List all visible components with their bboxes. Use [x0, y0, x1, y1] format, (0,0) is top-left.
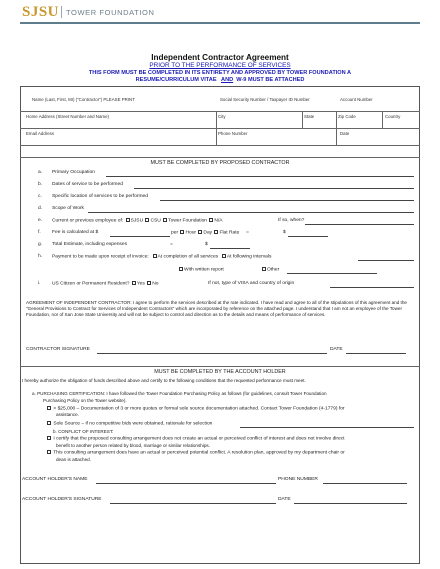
checkbox-hour[interactable] — [180, 230, 184, 234]
service-location-field[interactable] — [160, 200, 414, 201]
checkbox-tower-foundation[interactable] — [163, 218, 167, 222]
intervals-field[interactable] — [358, 260, 414, 261]
account-phone-field[interactable] — [323, 483, 407, 484]
fee-per-row — [171, 230, 249, 236]
item-letter: d. — [38, 206, 43, 211]
agreement-paragraph: AGREEMENT OF INDEPENDENT CONTRACTOR: I agree to perform the services described at the rate indicated. I have read and agree to all of the stipulations of this agreement and the "General Provisions to Contract for Services of Independent Contractors" which are incorporated by reference on the attached page. I understand that I am not an employee of the Tower Foundation, nor of San Jose State University and will not be subject to control and direction as to the details and means of performance of services. — [26, 300, 407, 317]
no-conflict-text-cont: benefit to another person related by blood, marriage or similar relationships. — [56, 443, 210, 448]
fee-label: Fee is calculated at $ — [52, 230, 99, 235]
account-holder-name-label: ACCOUNT HOLDER'S NAME — [22, 477, 88, 482]
item-letter: b. — [38, 182, 43, 187]
employee-of-label: Current or previous employee of: — [52, 218, 124, 224]
grid-line — [20, 366, 420, 367]
checkbox-na[interactable] — [209, 218, 213, 222]
scope-of-work-field[interactable] — [88, 212, 414, 213]
sole-source-rationale-field[interactable] — [240, 427, 414, 428]
primary-occupation-label: Primary Occupation — [52, 170, 95, 175]
scope-of-work-label: Scope of Work — [52, 206, 84, 211]
zip-label: Zip Code — [338, 114, 356, 119]
has-conflict-row — [46, 450, 345, 456]
no-conflict-row — [46, 436, 345, 442]
other-row — [261, 267, 279, 273]
option-label: At completion of all services — [157, 254, 219, 260]
item-letter: c. — [38, 194, 42, 199]
item-letter: i. — [38, 281, 41, 286]
notice-line-1: THIS FORM MUST BE COMPLETED IN ITS ENTIRETY AND APPROVED BY TOWER FOUNDATION A — [88, 70, 352, 76]
option-25000-text: > $25,000 – Documentation of 3 or more quotes or formal sole source documentation attached. Contact Tower Foundation (4-1779) for — [53, 406, 345, 412]
item-letter: e. — [38, 218, 43, 223]
option-label: Day — [203, 230, 213, 236]
item-letter: a. — [38, 170, 43, 175]
option-label: With written report — [184, 267, 224, 273]
sole-source-text: Sole Source – if no competitive bids were obtained, rationale for selection — [53, 421, 213, 427]
phone-label: Phone Number — [218, 131, 248, 136]
if-so-when-label: If so, when? — [278, 218, 305, 223]
date-label: Date — [340, 131, 350, 136]
option-label: Yes — [136, 281, 145, 287]
checkbox-no[interactable] — [147, 281, 151, 285]
citizen-label: US Citizen or Permanent Resident? — [52, 281, 130, 287]
total-estimate-field[interactable] — [210, 248, 250, 249]
header-rule — [20, 22, 420, 24]
notice-and: AND — [221, 77, 234, 83]
checkbox-sole-source[interactable] — [47, 421, 51, 425]
item-letter: h. — [38, 254, 43, 259]
sjsu-logo: SJSU — [22, 4, 60, 20]
primary-occupation-field[interactable] — [106, 176, 414, 177]
grid-line — [20, 145, 420, 146]
equals-sign: = — [246, 230, 249, 236]
account-section-heading: MUST BE COMPLETED BY THE ACCOUNT HOLDER — [154, 369, 286, 375]
form-title: Independent Contractor Agreement — [151, 53, 289, 62]
option-label: CSU — [150, 218, 161, 224]
fee-dollar-sign: $ — [283, 230, 286, 235]
purchasing-certification-title: a. PURCHASING CERTIFICATION: I have followed the Tower Foundation Purchasing Policy as follows (for guidelines, consult Tower Foundation — [32, 391, 327, 396]
city-label: City — [218, 114, 226, 119]
ssn-label: Social Security Number / Taxpayer ID Number — [220, 97, 310, 102]
visa-field[interactable] — [330, 287, 414, 288]
account-date-label: DATE — [278, 497, 291, 502]
payment-row — [52, 254, 271, 260]
option-label: N/A — [214, 218, 223, 224]
total-estimate-label: Total Estimate, including expenses — [52, 242, 128, 247]
service-dates-label: Dates of service to be performed — [52, 182, 123, 187]
service-dates-field[interactable] — [134, 188, 414, 189]
checkbox-at-completion[interactable] — [153, 254, 157, 258]
account-holder-signature-label: ACCOUNT HOLDER'S SIGNATURE — [22, 497, 102, 502]
option-label: SJSU — [130, 218, 144, 224]
checkbox-yes[interactable] — [132, 281, 136, 285]
service-location-label: Specific location of services to be performed — [52, 194, 148, 199]
account-phone-label: PHONE NUMBER — [278, 477, 318, 482]
option-label: Other — [267, 267, 280, 273]
checkbox-day[interactable] — [198, 230, 202, 234]
country-label: Country — [385, 114, 401, 119]
name-label: Name (Last, First, MI) ("Contractor") PLEASE PRINT — [32, 97, 135, 102]
no-conflict-text: I certify that the proposed consulting arrangement does not create an actual or perceived conflict of interest and does not involve direct — [53, 436, 345, 442]
account-holder-signature-field[interactable] — [110, 503, 276, 504]
checkbox-other[interactable] — [262, 267, 266, 271]
checkbox-has-conflict[interactable] — [47, 450, 51, 454]
contractor-signature-field[interactable] — [97, 353, 327, 354]
option-label: No — [152, 281, 159, 287]
notice-w9: W-9 MUST BE ATTACHED — [236, 77, 305, 83]
has-conflict-text-cont: dean is attached. — [56, 457, 91, 462]
account-holder-name-field[interactable] — [96, 483, 276, 484]
contractor-date-label: DATE — [330, 347, 343, 352]
option-label: Flat Rate — [219, 230, 240, 236]
state-label: State — [304, 114, 315, 119]
checkbox-written-report[interactable] — [179, 267, 183, 271]
option-label: Hour — [185, 230, 197, 236]
grid-line — [20, 157, 420, 158]
fee-amount-field[interactable] — [110, 236, 170, 237]
fee-total-field[interactable] — [288, 236, 328, 237]
option-25000-row — [46, 406, 345, 412]
equals-sign: = — [170, 242, 173, 247]
notice-line-2 — [0, 77, 440, 83]
grid-line — [302, 111, 303, 128]
account-date-field[interactable] — [294, 503, 407, 504]
item-letter: g. — [38, 242, 43, 247]
option-label: Tower Foundation — [168, 218, 208, 224]
per-label: per — [171, 230, 179, 236]
sole-source-row — [46, 421, 212, 427]
checkbox-intervals[interactable] — [222, 254, 226, 258]
grid-line — [20, 111, 420, 112]
conflict-of-interest-title: b. CONFLICT OF INTEREST: — [53, 429, 114, 434]
contractor-signature-label: CONTRACTOR SIGNATURE — [26, 347, 90, 352]
visa-label: If not, type of VISA and country of origin — [208, 281, 295, 286]
employee-of-row — [52, 218, 223, 224]
checkbox-over-25000[interactable] — [47, 406, 51, 410]
form-subtitle: PRIOR TO THE PERFORMANCE OF SERVICES — [149, 62, 291, 69]
home-address-label: Home Address (Street Number and Name) — [26, 114, 109, 119]
account-number-label: Account Number — [340, 97, 373, 102]
authorization-intro: I hereby authorize the obligation of funds described above and certify to the following conditions that the requested performance must meet. — [22, 378, 306, 383]
report-row — [178, 267, 224, 273]
option-25000-text-cont: assistance. — [56, 412, 79, 417]
payment-label: Payment to be made upon receipt of invoice: — [52, 254, 149, 260]
citizen-row — [52, 281, 158, 287]
has-conflict-text: This consulting arrangement does have an actual or perceived potential conflict. A resolution plan, approved by my department chair or — [53, 450, 345, 456]
checkbox-flat-rate[interactable] — [214, 230, 218, 234]
grid-line — [20, 128, 420, 129]
contractor-date-field[interactable] — [346, 353, 406, 354]
checkbox-csu[interactable] — [145, 218, 149, 222]
other-field[interactable] — [287, 273, 377, 274]
grid-line — [382, 111, 383, 128]
option-label: At following intervals — [226, 254, 272, 260]
total-dollar-sign: $ — [205, 242, 208, 247]
checkbox-no-conflict[interactable] — [47, 436, 51, 440]
purchasing-certification-line2: Purchasing Policy on the Tower website). — [43, 398, 127, 403]
email-label: Email Address — [26, 131, 55, 136]
notice-resume: RESUME/CURRICULUM VITAE — [135, 77, 217, 83]
contractor-section-heading: MUST BE COMPLETED BY PROPOSED CONTRACTOR — [150, 160, 290, 166]
tower-foundation-logo: TOWER FOUNDATION — [66, 8, 155, 17]
checkbox-sjsu[interactable] — [126, 218, 130, 222]
item-letter: f. — [38, 230, 41, 235]
if-so-when-field[interactable] — [305, 224, 414, 225]
logo-divider — [61, 6, 62, 18]
